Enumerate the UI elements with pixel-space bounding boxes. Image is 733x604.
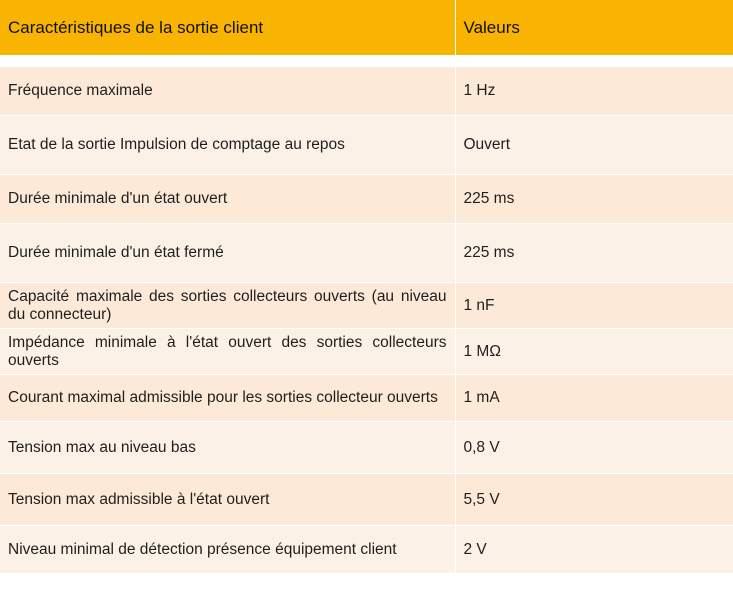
table-row (0, 422, 733, 474)
row-value: Ouvert (455, 116, 733, 175)
row-value: 1 nF (455, 283, 733, 329)
row-value: 0,8 V (455, 422, 733, 474)
table-row (0, 175, 733, 224)
row-param: Durée minimale d'un état ouvert (0, 175, 455, 224)
row-param: Fréquence maximale (0, 67, 455, 116)
row-value: 1 MΩ (455, 329, 733, 375)
row-value: 225 ms (455, 175, 733, 224)
row-param: Capacité maximale des sorties collecteurs ouverts (au niveau du connecteur) (0, 283, 455, 329)
table-row (0, 526, 733, 574)
header-characteristics: Caractéristiques de la sortie client (0, 0, 455, 55)
row-value: 2 V (455, 526, 733, 574)
table-row (0, 67, 733, 116)
header-spacer (0, 55, 733, 67)
table-row (0, 283, 733, 329)
header-values: Valeurs (455, 0, 733, 55)
row-param: Tension max au niveau bas (0, 422, 455, 474)
table-row (0, 116, 733, 175)
row-value: 1 Hz (455, 67, 733, 116)
table-header-row (0, 0, 733, 55)
row-value: 225 ms (455, 224, 733, 283)
row-param: Niveau minimal de détection présence équipement client (0, 526, 455, 574)
row-param: Durée minimale d'un état fermé (0, 224, 455, 283)
table-row (0, 224, 733, 283)
row-param: Impédance minimale à l'état ouvert des sorties collecteurs ouverts (0, 329, 455, 375)
row-param: Tension max admissible à l'état ouvert (0, 474, 455, 526)
row-param: Etat de la sortie Impulsion de comptage au repos (0, 116, 455, 175)
row-value: 1 mA (455, 375, 733, 422)
table-row (0, 474, 733, 526)
table-row (0, 375, 733, 422)
row-value: 5,5 V (455, 474, 733, 526)
table-row (0, 329, 733, 375)
row-param: Courant maximal admissible pour les sorties collecteur ouverts (0, 375, 455, 422)
